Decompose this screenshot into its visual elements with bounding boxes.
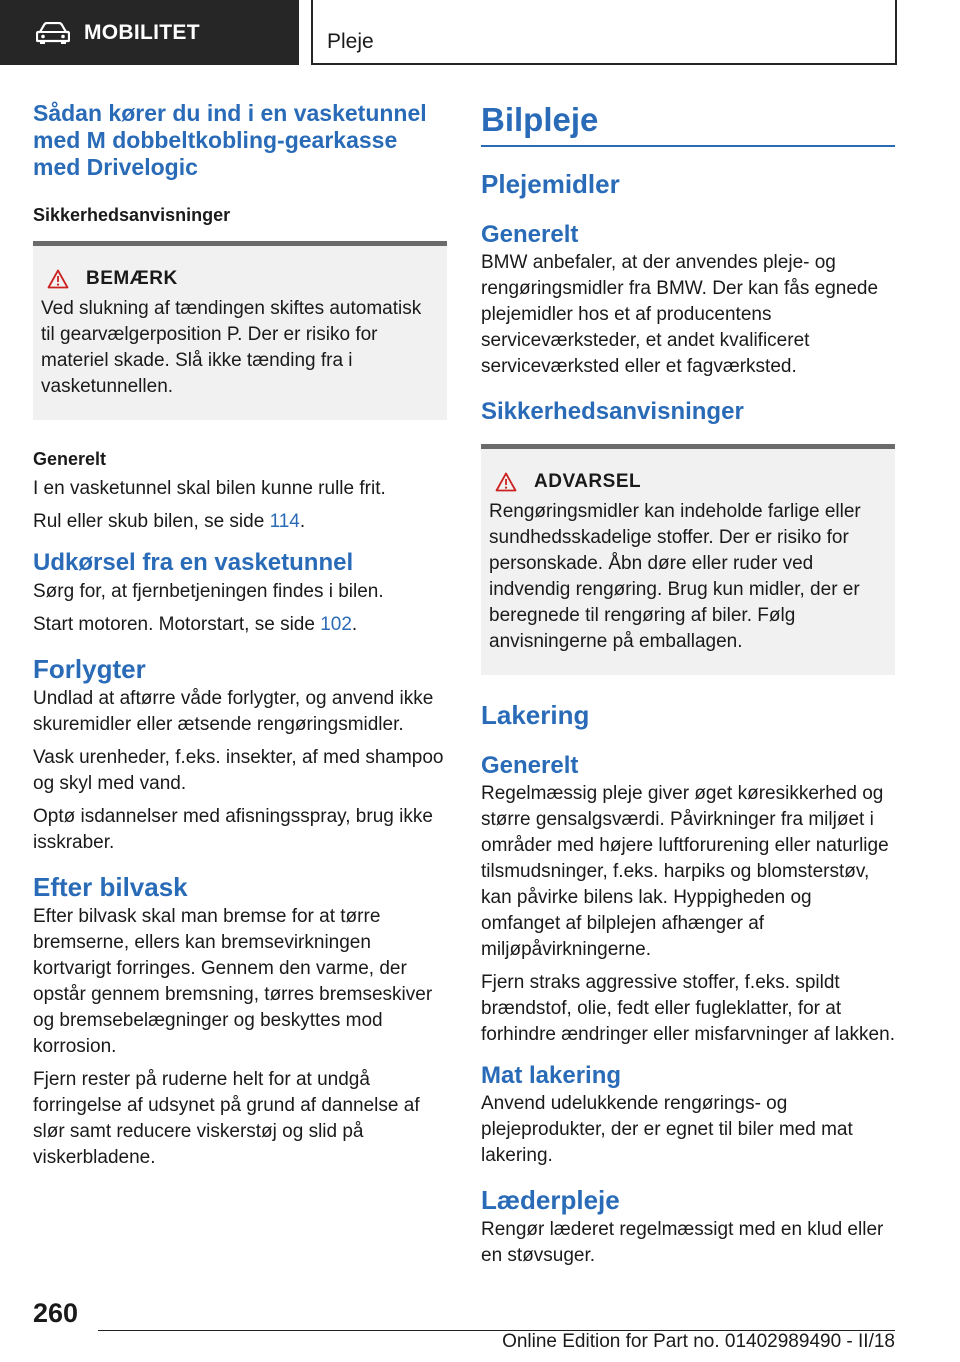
tunnel-heading: Sådan kører du ind i en vasketunnel med M dobbeltkobling-gearkasse med Drivelogic (33, 100, 427, 180)
headlights-text-3: Optø isdannelser med afisningsspray, brug ikke isskraber. (33, 806, 433, 853)
leather-care-text: Rengør læderet regelmæssigt med en klud eller en støvsuger. (481, 1219, 884, 1266)
headlights-heading: Forlygter (33, 654, 146, 684)
page-link-114[interactable]: 114 (269, 511, 300, 532)
notice-box (33, 241, 447, 420)
notice-title: BEMÆRK (86, 268, 178, 289)
edition-text: Online Edition for Part no. 01402989490 - II/18 (502, 1331, 895, 1352)
heading-rule (481, 145, 895, 147)
chapter-tab (0, 0, 299, 65)
right-column (481, 100, 895, 1269)
matte-paint-text: Anvend udelukkende rengørings- og plejeprodukter, der er egnet til biler med mat lakering. (481, 1093, 853, 1166)
safety-heading: Sikkerhedsanvisninger (481, 398, 744, 425)
notice-text: Ved slukning af tændingen skiftes automatisk til gearvælgerposition P. Der er risiko for materiel skade. Slå ikke tænding fra i vasketunnellen. (41, 298, 422, 397)
safety-subheading: Sikkerhedsanvisninger (33, 205, 231, 225)
headlights-text-1: Undlad at aftørre våde forlygter, og anvend ikke skuremidler eller ætsende rengøringsmidler. (33, 688, 434, 735)
paint-general-heading: Generelt (481, 752, 579, 779)
exit-text-1: Sørg for, at fjernbetjeningen findes i bilen. (33, 581, 384, 602)
warning-triangle-icon (47, 269, 69, 289)
matte-paint-heading: Mat lakering (481, 1062, 622, 1089)
warning-triangle-icon (495, 472, 517, 492)
car-icon (36, 22, 70, 44)
paint-text-2: Fjern straks aggressive stoffer, f.eks. spildt brændstof, olie, fedt eller fugleklatter, for at forhindre ændringer eller misfarvninger af lakken. (481, 972, 895, 1045)
main-heading: Bilpleje (481, 101, 599, 138)
general-subheading: Generelt (33, 449, 107, 469)
left-column (33, 100, 447, 1171)
paint-text-1: Regelmæssig pleje giver øget køresikkerhed og større gensalgsværdi. Påvirkninger fra miljøet i områder med højere luftforurening eller naturlige tilsmudsninger, f.eks. harpiks og blomsterstøv, kan påvirke bilens lak. Hyppigheden og omfanget af bilplejen afhænger af miljøpåvirkningerne. (481, 783, 889, 960)
page-number: 260 (33, 1298, 79, 1328)
exit-heading: Udkørsel fra en vasketunnel (33, 549, 354, 576)
general-heading: Generelt (481, 221, 579, 248)
after-wash-text-1: Efter bilvask skal man bremse for at tørre bremserne, ellers kan bremsevirkningen kortvarigt forringes. Gennem den varme, der opstår gennem bremsning, tørres bremseskiver og bremsebelægninger og beskyttes mod korrosion. (33, 906, 433, 1057)
general-text-2: Rul eller skub bilen, se side 114. (33, 511, 306, 532)
general-text-1: I en vasketunnel skal bilen kunne rulle frit. (33, 478, 386, 499)
after-wash-text-2: Fjern rester på ruderne helt for at undgå forringelse af udsynet på grund af dannelse af slør samt reducere viskerstøj og slid på viskerbladene. (33, 1069, 420, 1168)
after-wash-heading: Efter bilvask (33, 872, 188, 902)
care-products-heading: Plejemidler (481, 169, 620, 199)
section-tab (311, 0, 897, 65)
paint-heading: Lakering (481, 700, 590, 730)
chapter-label: MOBILITET (84, 20, 200, 44)
warning-title: ADVARSEL (534, 471, 642, 492)
page-link-102[interactable]: 102 (320, 614, 352, 635)
general-text: BMW anbefaler, at der anvendes pleje- og rengøringsmidler fra BMW. Der kan fås egnede plejemidler hos et af producentens serviceværksteder, et andet kvalificeret serviceværksted eller et fagværksted. (481, 252, 879, 377)
warning-text: Rengøringsmidler kan indeholde farlige eller sundhedsskadelige stoffer. Der er risiko for personskade. Åbn døre eller ruder ved indvendig rengøring. Brug kun midler, der er beregnede til rengøring af biler. Følg anvisningerne på emballagen. (489, 501, 861, 652)
section-label: Pleje (327, 30, 374, 53)
warning-box (481, 444, 895, 675)
leather-care-heading: Læderpleje (481, 1185, 620, 1215)
exit-text-2: Start motoren. Motorstart, se side 102. (33, 614, 358, 635)
headlights-text-2: Vask urenheder, f.eks. insekter, af med shampoo og skyl med vand. (33, 747, 444, 794)
